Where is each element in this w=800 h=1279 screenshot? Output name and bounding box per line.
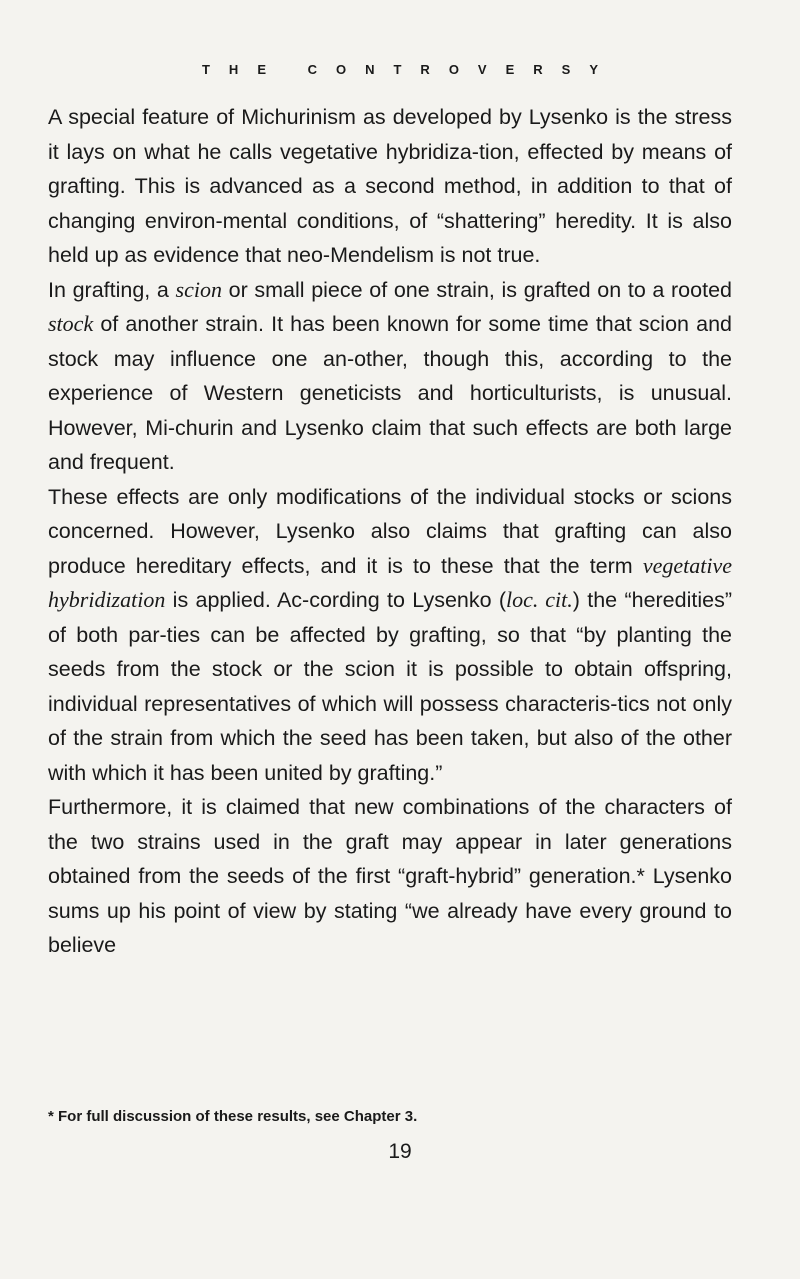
paragraph-2-part-c: of another strain. It has been known for some time that scion and stock may influence one an-other, though this, according to the experience of Western geneticists and horticulturists, is unusual. However, Mi-churin and Lysenko claim that such effects are both large and frequent. [48,312,732,474]
italic-vegetative-hybridization: vegetative hybridization [48,552,732,612]
page-number: 19 [388,1140,412,1163]
body-text [48,100,732,963]
italic-loc-cit: loc. cit. [506,587,573,612]
paragraph-2 [48,273,732,480]
paragraph-1: A special feature of Michurinism as developed by Lysenko is the stress it lays on what he calls vegetative hybridiza-tion, effected by means of grafting. This is advanced as a second method, in addition to that of changing environ-mental conditions, of “shattering” heredity. It is also held up as evidence that neo-Mendelism is not true. [48,105,732,267]
italic-stock: stock [48,311,94,336]
paragraph-3-part-a: These effects are only modifications of the individual stocks or scions concerned. However, Lysenko also claims that grafting can also produce hereditary effects, and it is to these that the term [48,484,732,578]
italic-scion: scion [175,276,222,302]
paragraph-3-part-c: ) the “heredities” of both par-ties can be affected by grafting, so that “by planting the seeds from the stock or the scion it is possible to obtain offspring, individual representatives of which will possess characteris-tics not only of the strain from which the seed has been taken, but also of the other with which it has been united by grafting.” [48,588,732,785]
paragraph-3 [48,480,732,791]
paragraph-4: Furthermore, it is claimed that new combinations of the characters of the two strains used in the graft may appear in later generations obtained from the seeds of the first “graft-hybrid” generation.* Lysenko sums up his point of view by stating “we already have every ground to believe [48,795,732,957]
paragraph-2-part-a: In grafting, a [48,277,176,302]
paragraph-2-part-b: or small piece of one strain, is grafted on to a rooted [221,277,732,302]
footnote: * For full discussion of these results, see Chapter 3. [48,1108,418,1125]
running-head: THE CONTROVERSY [201,62,617,77]
paragraph-3-part-b: is applied. Ac-cording to Lysenko ( [165,588,507,612]
